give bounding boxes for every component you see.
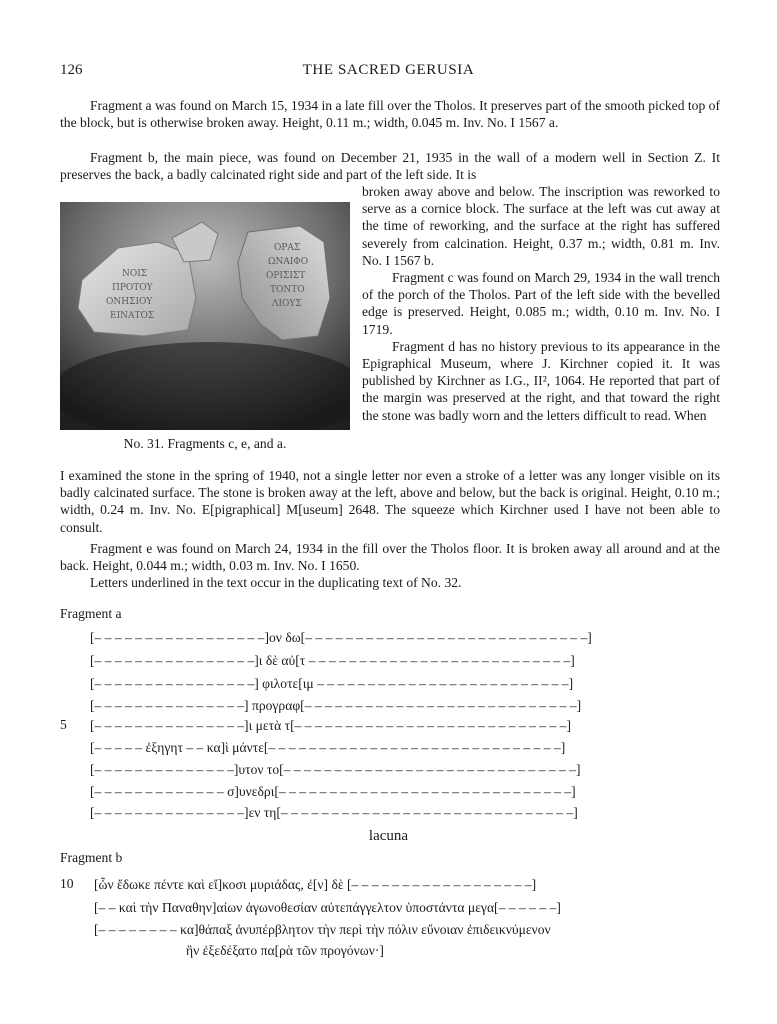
paragraph-fragment-b-text: Fragment b, the main piece, was found on December 21, 1935 in the wall of a modern well in Section Z. It preserves the back, a badly calcinated right side and part of the left side. It is — [60, 150, 720, 183]
inscription-line: [– – – – – ἐξηγητ – – κα]ὶ μάντε[– – – – – – – – – – – – – – – – – – – – – – – – – – – – –] — [90, 740, 566, 755]
page-number: 126 — [60, 62, 83, 78]
inscription-line: [– – – – – – – – – – – – – – –] προγραφ[– – – – – – – – – – – – – – – – – – – – – – – – – – –] — [90, 698, 582, 713]
svg-text:ΟΝΗΣΙΟΥ: ΟΝΗΣΙΟΥ — [106, 297, 153, 307]
paragraph-fragment-b-continued: broken away above and below. The inscription was reworked to serve as a cornice block. The surface at the left was cut away at the time of reworking, and the surface at the right has suffered severely from calcination. Height, 0.37 m.; width, 0.81 m. Inv. No. I 1567 b. — [362, 184, 720, 268]
svg-text:ΟΡΑΣ: ΟΡΑΣ — [274, 243, 301, 253]
inscription-line: [– – – – – – – – – – – – – – – –]ι δὲ αὐ[τ – – – – – – – – – – – – – – – – – – – – – – – – – –] — [90, 653, 575, 668]
inscription-line: [– – – – – – – – κα]θάπαξ ἀνυπέρβλητον τὴν περὶ τὴν πόλιν εὔνοιαν ἐπιδεικνύμενον — [94, 922, 551, 937]
svg-text:ΟΡΙΣΙΣΤ: ΟΡΙΣΙΣΤ — [266, 271, 306, 281]
fragments-photo-drawing — [60, 202, 350, 430]
paragraph-fragment-c: Fragment c was found on March 29, 1934 in the wall trench of the porch of the Tholos. Part of the left side with the bevelled edge is preserved. Height, 0.085 m.; width, 0.10 m. Inv. No. I 1719. — [362, 270, 720, 337]
inscription-line: [– – – – – – – – – – – – – σ]υνεδρι[– – – – – – – – – – – – – – – – – – – – – – – – – – – – –] — [90, 784, 576, 799]
inscription-line: [– – – – – – – – – – – – – – – –] φιλοτε[ιμ – – – – – – – – – – – – – – – – – – – – – – – – –] — [90, 676, 574, 691]
fragment-a-label: Fragment a — [60, 606, 122, 621]
inscription-line: [– – καὶ τὴν Παναθην]αίων ἀγωνοθεσίαν αὐτεπάγγελτον ὑποστάντα μεγα[– – – – – –] — [94, 900, 561, 915]
svg-text:ΕΙΝΑΤΟΣ: ΕΙΝΑΤΟΣ — [110, 311, 155, 321]
paragraph-fragment-b — [60, 149, 720, 183]
inscription-line: ἣν ἐξεδέξατο πα[ρὰ τῶν προγόνων·] — [186, 943, 384, 958]
svg-text:ΩΝΑΙΦΟ: ΩΝΑΙΦΟ — [268, 257, 309, 267]
inscription-line: [– – – – – – – – – – – – – – –]ι μετὰ τ[– – – – – – – – – – – – – – – – – – – – – – – – – – –] — [90, 718, 572, 733]
figure-caption: No. 31. Fragments c, e, and a. — [123, 436, 287, 451]
line-number-5: 5 — [60, 717, 67, 732]
paragraph-underline-note — [60, 574, 720, 591]
paragraph-fragment-e-text: Fragment e was found on March 24, 1934 in the fill over the Tholos floor. It is broken away all around and at the back. Height, 0.044 m.; width, 0.03 m. Inv. No. I 1650. — [60, 541, 720, 574]
inscription-line: [– – – – – – – – – – – – – – – – –]ον δω[– – – – – – – – – – – – – – – – – – – – – – – – – – – –] — [90, 630, 592, 645]
inscription-line: [– – – – – – – – – – – – – – –]εν τη[– – – – – – – – – – – – – – – – – – – – – – – – – – – – –] — [90, 805, 578, 820]
paragraph-fragment-d-tail: I examined the stone in the spring of 1940, not a single letter nor even a stroke of a letter was any longer visible on its badly calcinated surface. The stone is broken away at the left, above and below, but the back is original. Height, 0.10 m.; width, 0.24 m. Inv. No. E[pigraphical] M[useum] 2648. The squeeze which Kirchner used I have not been able to consult. — [60, 468, 720, 535]
inscription-line: [– – – – – – – – – – – – – –]υτον το[– – – – – – – – – – – – – – – – – – – – – – – – – – – – –] — [90, 762, 581, 777]
paragraph-fragment-d: Fragment d has no history previous to its appearance in the Epigraphical Museum, where J. Kirchner copied it. It was published by Kirchner as I.G., II², 1064. He reported that part of the margin was preserved at the right, and that toward the right the stone was badly worn and the letters difficult to read. When — [362, 338, 720, 423]
right-column-text — [362, 183, 720, 424]
svg-text:ΛΙΟΥΣ: ΛΙΟΥΣ — [272, 299, 302, 309]
paragraph-fragment-e — [60, 540, 720, 574]
svg-text:ΠΡΟΤΟΥ: ΠΡΟΤΟΥ — [112, 283, 153, 293]
fragments-photo — [60, 202, 350, 430]
paragraph-fragment-a — [60, 97, 720, 131]
running-title: THE SACRED GERUSIA — [302, 62, 475, 78]
inscription-line: [ὧν ἔδωκε πέντε καὶ εἴ]κοσι μυριάδας, ἐ[ν] δὲ [– – – – – – – – – – – – – – – – – –] — [94, 877, 537, 892]
underline-note-text: Letters underlined in the text occur in the duplicating text of No. 32. — [90, 575, 462, 590]
paragraph-fragment-a-text: Fragment a was found on March 15, 1934 in a late fill over the Tholos. It preserves part of the smooth picked top of the block, but is otherwise broken away. Height, 0.11 m.; width, 0.045 m. Inv. No. I 1567 a. — [60, 98, 720, 131]
line-number-10: 10 — [60, 876, 74, 891]
svg-text:ΝΟΙΣ: ΝΟΙΣ — [122, 269, 148, 279]
paragraph-fragment-d-continued — [60, 467, 720, 536]
lacuna-label: lacuna — [368, 828, 409, 844]
fragment-b-label: Fragment b — [60, 850, 123, 865]
svg-text:ΤΟΝΤΟ: ΤΟΝΤΟ — [270, 285, 305, 295]
